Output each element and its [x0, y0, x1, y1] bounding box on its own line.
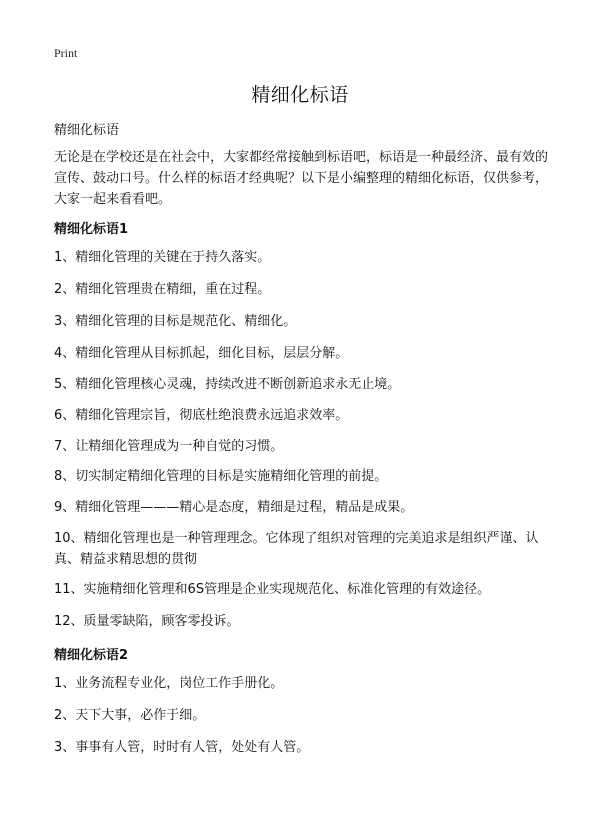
document-title: 精细化标语: [251, 84, 349, 106]
intro-paragraph: 无论是在学校还是在社会中，大家都经常接触到标语吧，标语是一种最经济、最有效的宣传、鼓动口号。什么样的标语才经典呢？以下是小编整理的精细化标语，仅供参考，大家一起来看看吧。: [54, 150, 549, 207]
list-item: 9、精细化管理———精心是态度，精细是过程，精品是成果。: [54, 500, 414, 515]
list-item: 5、精细化管理核心灵魂，持续改进不断创新追求永无止境。: [54, 377, 401, 392]
section-heading-2: 精细化标语2: [54, 648, 129, 663]
print-label[interactable]: Print: [54, 46, 78, 60]
list-item: 4、精细化管理从目标抓起，细化目标，层层分解。: [54, 346, 349, 361]
list-item: 7、让精细化管理成为一种自觉的习惯。: [54, 439, 284, 454]
list-item: 3、精细化管理的目标是规范化、精细化。: [54, 314, 297, 329]
section-heading-1: 精细化标语1: [54, 222, 129, 237]
list-item: 1、业务流程专业化，岗位工作手册化。: [54, 676, 284, 691]
list-item: 12、质量零缺陷，顾客零投诉。: [54, 614, 240, 629]
list-item: 2、天下大事，必作于细。: [54, 708, 206, 723]
list-item: 11、实施精细化管理和6S管理是企业实现规范化、标准化管理的有效途径。: [54, 582, 491, 597]
list-item: 2、精细化管理贵在精细，重在过程。: [54, 282, 271, 297]
list-item: 3、事事有人管，时时有人管，处处有人管。: [54, 740, 310, 755]
list-item: 8、切实制定精细化管理的目标是实施精细化管理的前提。: [54, 469, 388, 484]
list-item: 1、精细化管理的关键在于持久落实。: [54, 250, 271, 265]
document-subtitle: 精细化标语: [54, 123, 120, 138]
list-item: 6、精细化管理宗旨，彻底杜绝浪费永远追求效率。: [54, 408, 349, 423]
list-item: 10、精细化管理也是一种管理理念。它体现了组织对管理的完美追求是组织严谨、认真、精益求精思想的贯彻: [54, 531, 539, 567]
